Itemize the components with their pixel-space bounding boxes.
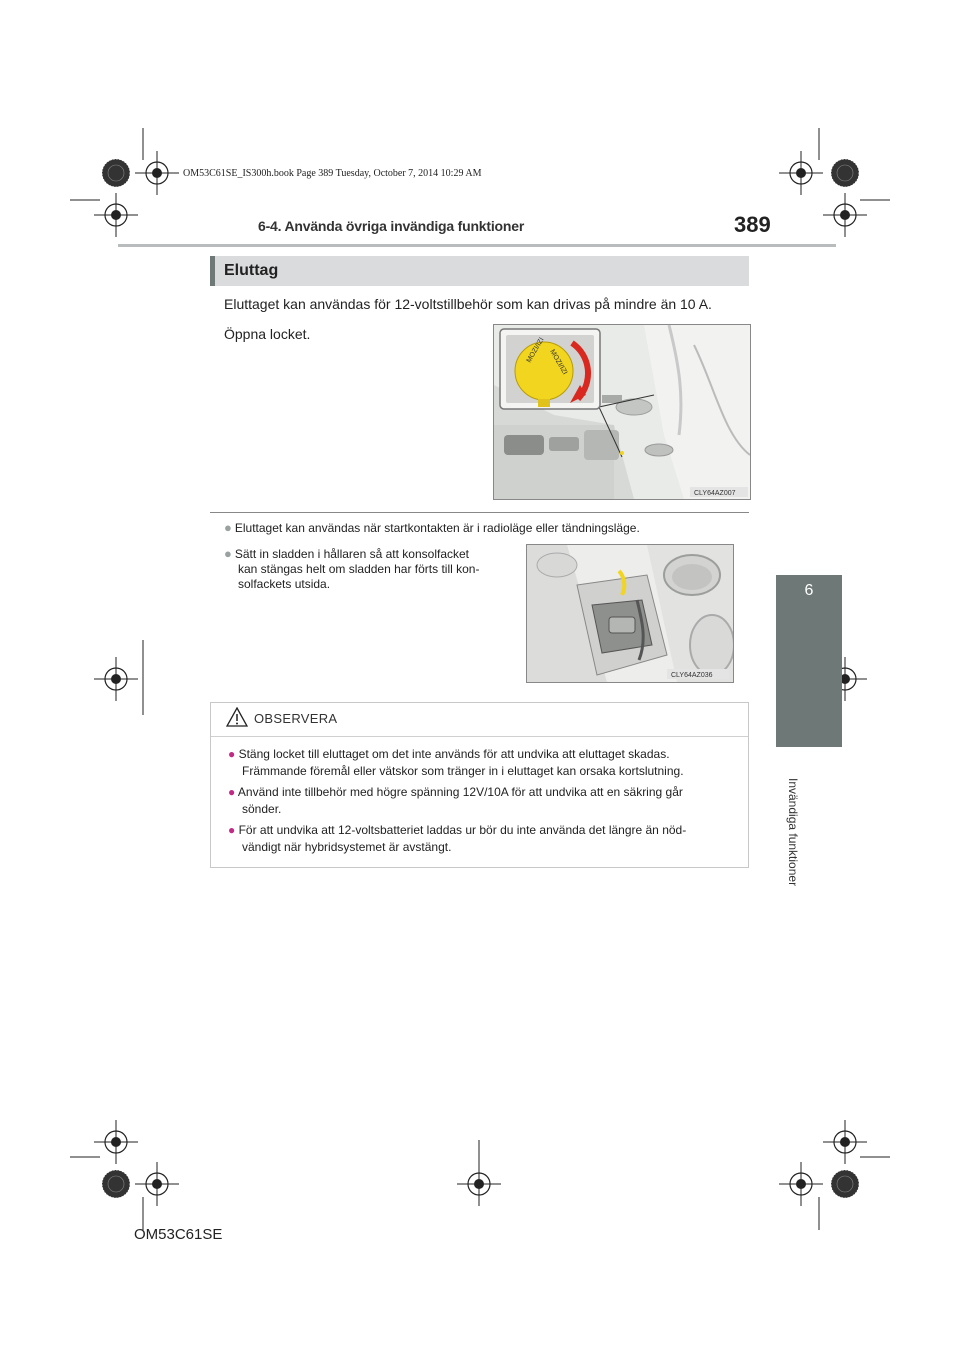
- notice-text: Använd inte tillbehör med högre spänning 12V/10A för att undvika att en säkring går: [237, 785, 683, 799]
- bullet-text: Sätt in sladden i hållaren så att konsolfacket: [234, 547, 469, 561]
- bullet-item: [224, 520, 640, 536]
- chapter-tab[interactable]: [776, 575, 842, 747]
- bullet-dot-icon: ●: [224, 546, 232, 561]
- notice-text: Stäng locket till eluttaget om det inte används för att undvika att eluttaget skadas.: [238, 747, 670, 761]
- figure2-code: CLY64AZ036: [671, 672, 713, 679]
- footer-code: OM53C61SE: [134, 1226, 223, 1243]
- heading-accent: [210, 256, 215, 286]
- book-header: OM53C61SE_IS300h.book Page 389 Tuesday, October 7, 2014 10:29 AM: [183, 168, 482, 179]
- notice-item: [228, 784, 742, 818]
- notice-item: [228, 822, 742, 856]
- notice-text: vändigt när hybridsystemet är avstängt.: [242, 840, 452, 854]
- svg-text:MOZI/IZI: MOZI/IZI: [548, 348, 569, 376]
- bullet-item: [224, 546, 516, 592]
- figure-outlet-location: [493, 324, 751, 500]
- chapter-label: Invändiga funktioner: [786, 778, 800, 887]
- notice-bullet-icon: ●: [228, 823, 236, 837]
- notice-text: För att undvika att 12-voltsbatteriet laddas ur bör du inte använda det längre än nöd-: [238, 823, 687, 837]
- section-heading: Eluttag: [224, 262, 279, 279]
- warning-triangle-icon: [226, 707, 248, 727]
- bullet-text: kan stängas helt om sladden har förts till kon-: [238, 562, 480, 576]
- divider: [210, 512, 749, 513]
- notice-title: OBSERVERA: [254, 711, 338, 726]
- intro-text: Eluttaget kan användas för 12-voltstillbehör som kan drivas på mindre än 10 A.: [224, 296, 712, 312]
- figure1-code: CLY64AZ007: [694, 490, 736, 497]
- sunburst-mark-top-left: [102, 159, 130, 187]
- page-number: 389: [734, 212, 771, 237]
- section-title: 6-4. Använda övriga invändiga funktioner: [258, 218, 525, 234]
- bullet-text: solfackets utsida.: [238, 577, 331, 591]
- notice-bullet-icon: ●: [228, 747, 236, 761]
- bullet-text: Eluttaget kan användas när startkontakten är i radioläge eller tändningsläge.: [234, 521, 640, 535]
- header-rule: [118, 244, 836, 247]
- step-text: Öppna locket.: [224, 326, 311, 342]
- bullet-dot-icon: ●: [224, 520, 232, 535]
- notice-item: [228, 746, 742, 780]
- figure-cable-holder: [526, 544, 734, 683]
- notice-text: Främmande föremål eller vätskor som tränger in i eluttaget kan orsaka kortslutning.: [242, 764, 684, 778]
- notice-bullet-icon: ●: [228, 785, 236, 799]
- heading-bar: [210, 256, 749, 286]
- notice-text: sönder.: [242, 802, 282, 816]
- notice-title-rule: [211, 736, 748, 737]
- chapter-number: 6: [804, 582, 814, 599]
- svg-text:MOZI/IZI: MOZI/IZI: [525, 336, 546, 364]
